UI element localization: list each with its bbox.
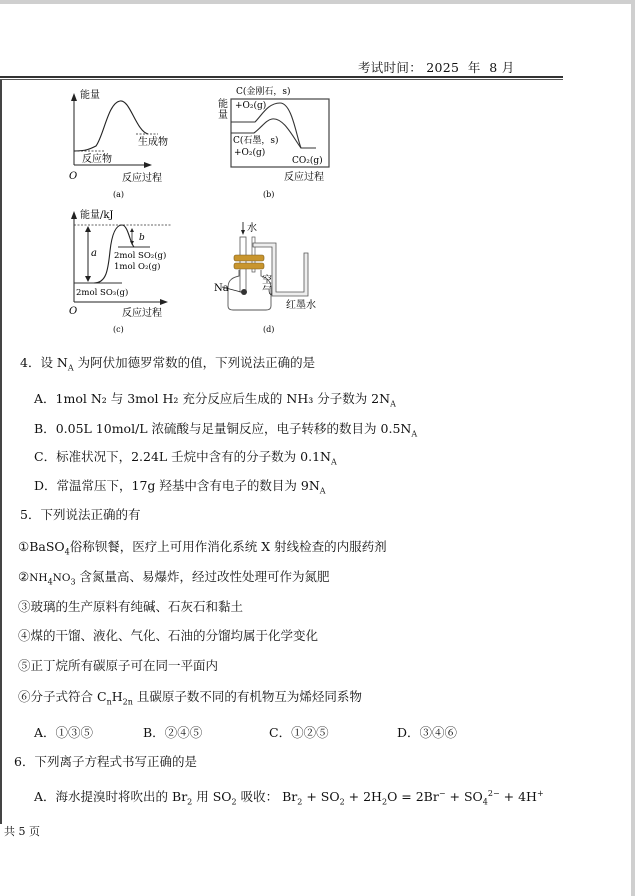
fig-c-so2-label: 2mol SO₂(g) <box>114 251 167 261</box>
fig-a-product-label: 生成物 <box>138 137 168 148</box>
q5-stem: 5．下列说法正确的有 <box>20 507 141 522</box>
fig-d-air-label-1: 空 <box>262 275 272 286</box>
q5-statement-2: $②NH_4NO_3$ 含氮量高、易爆炸，经过改性处理可作为氮肥 <box>18 569 330 587</box>
q6-option-a: A．海水提溴时将吹出的 $Br_2$ 用 $SO_2$ 吸收： $Br_2 + SO_2 + 2H_2O = 2Br^- + SO_4^{2-} + 4H^+$ <box>34 788 544 807</box>
fig-a-reactant-label: 反应物 <box>82 154 112 165</box>
q5-statement-5: ⑤正丁烷所有碳原子可在同一平面内 <box>18 658 219 673</box>
fig-b-graphite-o2-label: +O₂(g) <box>234 148 266 158</box>
month-unit: 月 <box>501 60 515 75</box>
figure-b <box>200 85 340 205</box>
fig-d-na-label: Na <box>214 283 229 294</box>
q4-stem: 4．设 $N_A$ 为阿伏加德罗常数的值，下列说法正确的是 <box>20 355 316 373</box>
q5-statement-3: ③玻璃的生产原料有纯碱、石灰石和黏土 <box>18 599 244 614</box>
fig-d-water-label: 水 <box>247 223 257 234</box>
page-count-footer: 共 5 页 <box>4 825 40 838</box>
fig-c-origin: O <box>69 306 78 317</box>
q6-stem: 6．下列离子方程式书写正确的是 <box>14 754 197 769</box>
q5-statement-6: ⑥分子式符合 $C_nH_{2n}$ 且碳原子数不同的有机物互为烯烃同系物 <box>18 689 362 707</box>
fig-c-b-label: b <box>139 233 145 243</box>
year-unit: 年 <box>467 60 481 75</box>
q4-option-d: D．常温常压下，17g 羟基中含有电子的数目为 $9N_A$ <box>34 478 326 496</box>
left-margin-bar <box>0 80 2 824</box>
fig-b-x-label: 反应过程 <box>284 172 324 183</box>
fig-b-caption: (b) <box>263 190 275 199</box>
figure-c <box>60 205 200 335</box>
fig-c-y-label: 能量/kJ <box>80 210 114 221</box>
q5-choice-b: B．②④⑤ <box>143 725 203 740</box>
exam-year: 2025 <box>426 60 460 75</box>
q5-choice-a: A．①③⑤ <box>34 725 94 740</box>
fig-d-air-label-2: 气 <box>262 286 272 297</box>
q5-choice-c: C．①②⑤ <box>269 725 329 740</box>
fig-a-x-label: 反应过程 <box>122 173 162 184</box>
q5-statement-4: ④煤的干馏、液化、气化、石油的分馏均属于化学变化 <box>18 628 319 643</box>
q5-choice-d: D．③④⑥ <box>397 725 458 740</box>
q6-equation: $Br_2 + SO_2 + 2H_2O = 2Br^- + SO_4^{2-} + 4H^+$ <box>282 788 544 807</box>
fig-a-origin: O <box>69 171 78 182</box>
fig-c-x-label: 反应过程 <box>122 308 162 319</box>
exam-time-label: 考试时间： <box>358 60 423 75</box>
fig-a-caption: (a) <box>113 190 125 199</box>
fig-b-graphite-label: C(石墨，s) <box>233 136 279 146</box>
fig-d-caption: (d) <box>263 325 275 334</box>
fig-b-diamond-o2-label: +O₂(g) <box>235 101 267 111</box>
fig-b-y-label-1: 能 <box>218 99 228 110</box>
q5-statement-1: ①BaSO$_4$俗称钡餐，医疗上可用作消化系统 X 射线检查的内服药剂 <box>18 539 387 557</box>
page-frame-right <box>631 0 635 896</box>
q4-option-a: A．1mol N₂ 与 3mol H₂ 充分反应后生成的 NH₃ 分子数为 $2N_A$ <box>34 391 396 409</box>
fig-c-caption: (c) <box>113 325 124 334</box>
figure-a <box>60 85 200 205</box>
page-frame-top <box>0 0 635 4</box>
fig-a-y-label: 能量 <box>80 90 100 101</box>
fig-c-so3-label: 2mol SO₃(g) <box>76 288 129 298</box>
fig-b-diamond-label: C(金刚石，s) <box>236 87 291 97</box>
fig-b-co2-label: CO₂(g) <box>292 156 323 166</box>
fig-d-ink-label: 红墨水 <box>286 300 316 311</box>
fig-b-y-label-2: 量 <box>218 110 228 121</box>
exam-time <box>358 58 515 76</box>
exam-month: 8 <box>489 60 498 75</box>
q4-option-b: B．0.05L 10mol/L 浓硫酸与足量铜反应，电子转移的数目为 $0.5N_A$ <box>34 421 418 439</box>
q4-option-c: C．标准状况下，2.24L 壬烷中含有的分子数为 $0.1N_A$ <box>34 449 337 467</box>
figure-d <box>200 210 340 340</box>
fig-c-o2-label: 1mol O₂(g) <box>114 262 161 272</box>
fig-c-a-label: a <box>91 248 97 259</box>
header-rule <box>0 76 563 81</box>
